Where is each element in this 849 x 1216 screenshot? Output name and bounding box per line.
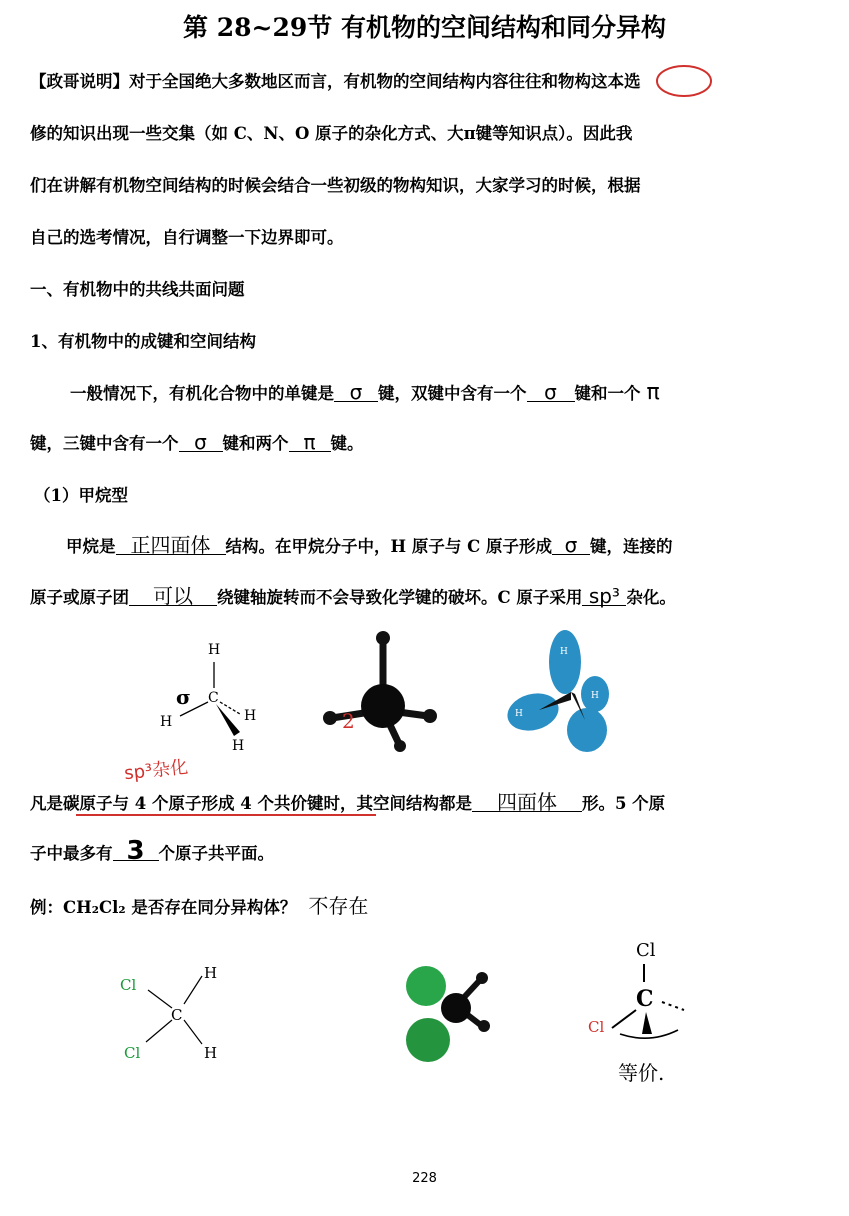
methane-text: 原子或原子团 (30, 588, 129, 607)
page-title: 第 28~29节 有机物的空间结构和同分异构 (183, 13, 666, 42)
atom-label-h: H (160, 714, 173, 730)
subsection-heading: 1、有机物中的成键和空间结构 (30, 332, 256, 351)
answer-blank: σ (527, 383, 575, 402)
atom-label-c: C (208, 690, 219, 706)
sketch-label-cl: Cl (636, 940, 656, 961)
atom-label-h: H (244, 708, 257, 724)
methane-text: 键，连接的 (589, 537, 673, 556)
answer-blank: 可以 (129, 587, 217, 606)
atom-label-h: H (232, 738, 245, 754)
methane-structural-formula (150, 636, 280, 756)
sketch-note: 等价. (618, 1061, 665, 1085)
bond-text: 键。 (330, 434, 364, 453)
orbital-label-h: H (560, 647, 568, 657)
atom-label-h: H (204, 964, 218, 982)
rule-line-1 (30, 790, 665, 814)
rule-text: 个原子共平面。 (158, 844, 274, 863)
bond-text: 键和两个 (222, 434, 289, 453)
answer-blank: σ (179, 433, 223, 452)
dichloromethane-ball-stick-model (398, 962, 508, 1072)
rule-text: 凡是碳原子与 4 个原子形成 4 个共价键时，其空间结构都是 (30, 794, 472, 813)
methane-heading: （1）甲烷型 (34, 486, 128, 505)
bond-text: 一般情况下，有机化合物中的单键是 (70, 384, 334, 403)
section-heading: 一、有机物中的共线共面问题 (30, 280, 245, 299)
red-handwritten-note: sp³杂化 (123, 756, 190, 785)
answer-blank: π (289, 433, 331, 452)
answer-blank: 四面体 (472, 793, 582, 812)
answer-blank: σ (334, 383, 378, 402)
bond-line-2 (30, 430, 364, 454)
red-underline (76, 814, 376, 816)
rule-line-2 (30, 836, 274, 866)
dichloromethane-structural-formula (112, 962, 232, 1062)
sketch-label-c: C (636, 986, 654, 1012)
methane-text: 绕键轴旋转而不会导致化学键的破坏。C 原子采用 (217, 588, 583, 607)
handwritten-sketch (580, 930, 710, 1100)
methane-line-2 (30, 584, 676, 608)
methane-orbital-model (505, 630, 615, 760)
example-handwritten-answer: 不存在 (308, 894, 369, 918)
sigma-annotation: σ (176, 685, 191, 709)
red-handwritten-mark: 2 (342, 709, 355, 733)
bond-text: 键和一个 (574, 384, 641, 403)
atom-label-cl: Cl (124, 1044, 141, 1062)
answer-blank: 正四面体 (116, 536, 226, 555)
rule-text: 子中最多有 (30, 844, 113, 863)
intro-line-2: 修的知识出现一些交集（如 C、N、O 原子的杂化方式、大π键等知识点）。因此我 (30, 124, 633, 143)
methane-ball-stick-model (318, 628, 448, 758)
sketch-red-label-cl: Cl (588, 1018, 605, 1036)
example-question (30, 890, 368, 919)
intro-line-1: 【政哥说明】对于全国绝大多数地区而言，有机物的空间结构内容往往和物构这本选 (30, 72, 641, 91)
red-circle-annotation (654, 62, 714, 100)
bond-text: 键，双键中含有一个 (378, 384, 527, 403)
answer-handwritten: π (646, 380, 660, 405)
atom-label-cl: Cl (120, 976, 137, 994)
rule-text: 形。5 个原 (581, 794, 666, 813)
page-number: 228 (412, 1171, 437, 1186)
orbital-label-h: H (591, 691, 599, 701)
methane-line-1 (66, 533, 672, 557)
orbital-label-h: H (515, 709, 523, 719)
methane-text: 结构。在甲烷分子中，H 原子与 C 原子形成 (225, 537, 552, 556)
atom-label-h: H (204, 1044, 218, 1062)
bond-line-1 (70, 380, 660, 405)
atom-label-c: C (171, 1006, 183, 1024)
answer-blank: 3 (113, 842, 159, 861)
answer-blank: σ (552, 536, 590, 555)
intro-line-4: 自己的选考情况，自行调整一下边界即可。 (30, 228, 344, 247)
atom-label-h: H (208, 642, 221, 658)
methane-text: 甲烷是 (66, 537, 116, 556)
answer-blank: sp³ (582, 587, 626, 606)
methane-text: 杂化。 (626, 588, 676, 607)
intro-line-3: 们在讲解有机物空间结构的时候会结合一些初级的物构知识，大家学习的时候，根据 (30, 176, 641, 195)
example-text: 例：CH₂Cl₂ 是否存在同分异构体？ (30, 898, 297, 917)
bond-text: 键，三键中含有一个 (30, 434, 179, 453)
